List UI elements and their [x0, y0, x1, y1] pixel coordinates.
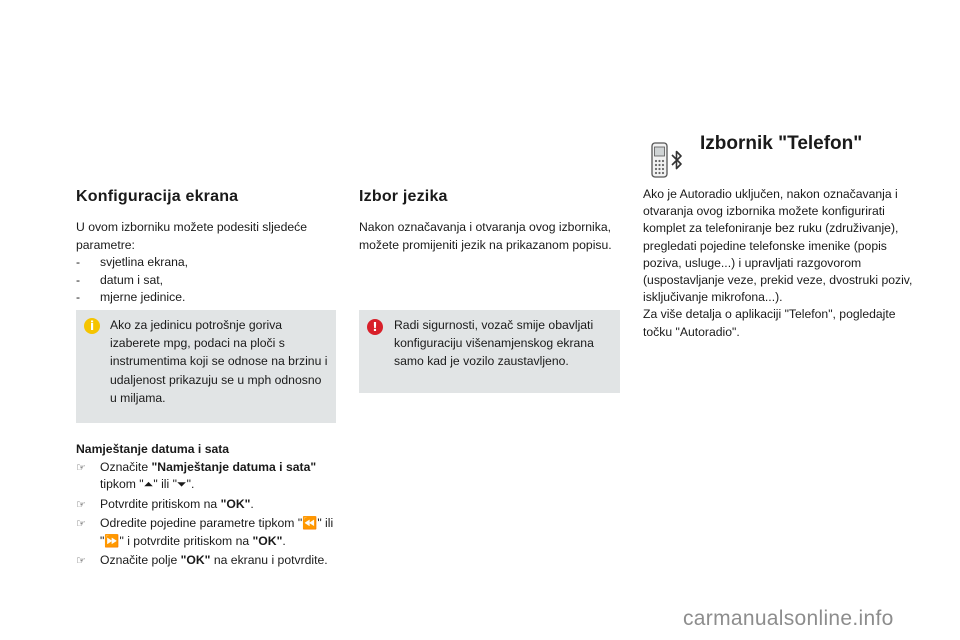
info-icon: i	[84, 318, 100, 334]
step-text: Potvrdite pritiskom na	[100, 496, 221, 511]
list-item: - datum i sat,	[76, 272, 338, 290]
pointer-hand-icon: ☞	[76, 517, 86, 530]
phone-menu-heading: Izbornik "Telefon"	[700, 133, 863, 154]
section-heading: Izbor jezika	[359, 188, 448, 205]
pointer-hand-icon: ☞	[76, 554, 86, 567]
warning-note-text: Radi sigurnosti, vozač smije obavljati konfiguraciju višenamjenskog ekrana samo kad je vozilo zaustavljeno.	[394, 318, 594, 369]
step-bold: "Namještanje datuma i sata"	[151, 459, 317, 474]
step-bold: "OK"	[252, 533, 283, 548]
language-section	[359, 188, 621, 254]
step-item	[76, 459, 338, 494]
pointer-hand-icon: ☞	[76, 460, 86, 474]
section-intro: U ovom izborniku možete podesiti sljedeće parametre:	[76, 220, 307, 252]
list-item: - mjerne jedinice.	[76, 289, 338, 307]
warning-note	[359, 310, 620, 393]
pointer-hand-icon: ☞	[76, 497, 86, 511]
step-text: .	[282, 533, 286, 548]
phone-menu-text: Ako je Autoradio uključen, nakon označavanja i otvaranja ovog izbornika možete konfigurirati komplet za telefoniranje bez ruku (združivanje), pregledati pojedine telefonske imenike (popis poziva, usluge...) i upravljati razgovorom (uspostavljanje veze, prekid veze, dvostruki poziv, isključivanje mikrofona...).	[643, 187, 913, 305]
steps-list	[76, 459, 338, 570]
step-text: Označite	[100, 459, 152, 474]
list-item: - svjetlina ekrana,	[76, 254, 338, 272]
section-text: Nakon označavanja i otvaranja ovog izbornika, možete promijeniti jezik na prikazanom popisu.	[359, 220, 612, 252]
step-text: .	[250, 496, 254, 511]
step-bold: "OK"	[180, 553, 211, 567]
date-time-section	[76, 441, 338, 572]
info-note	[76, 310, 336, 423]
step-text: tipkom "⏶" ili "⏷".	[100, 477, 195, 491]
warning-icon: !	[367, 319, 383, 335]
step-item	[76, 552, 338, 570]
section-heading: Konfiguracija ekrana	[76, 188, 239, 205]
phone-bluetooth-icon	[648, 140, 688, 180]
date-time-heading: Namještanje datuma i sata	[76, 442, 230, 456]
step-text: Odredite pojedine parametre tipkom "⏪" ili "⏩" i potvrdite pritiskom na	[100, 516, 334, 548]
step-text: Označite polje	[100, 553, 181, 567]
step-item	[76, 496, 338, 514]
display-config-section	[76, 188, 338, 307]
watermark: carmanualsonline.info	[683, 607, 894, 630]
phone-menu-section	[643, 186, 913, 341]
phone-menu-reference: Za više detalja o aplikaciji "Telefon", pogledajte točku "Autoradio".	[643, 307, 896, 339]
step-text: na ekranu i potvrdite.	[210, 553, 328, 567]
parameter-list	[76, 254, 338, 307]
info-note-text: Ako za jedinicu potrošnje goriva izaberete mpg, podaci na ploči s instrumentima koji se odnose na brzinu i udaljenost prikazuju se u mph odnosno u miljama.	[110, 318, 328, 405]
step-bold: "OK"	[220, 496, 251, 511]
step-item	[76, 515, 338, 550]
